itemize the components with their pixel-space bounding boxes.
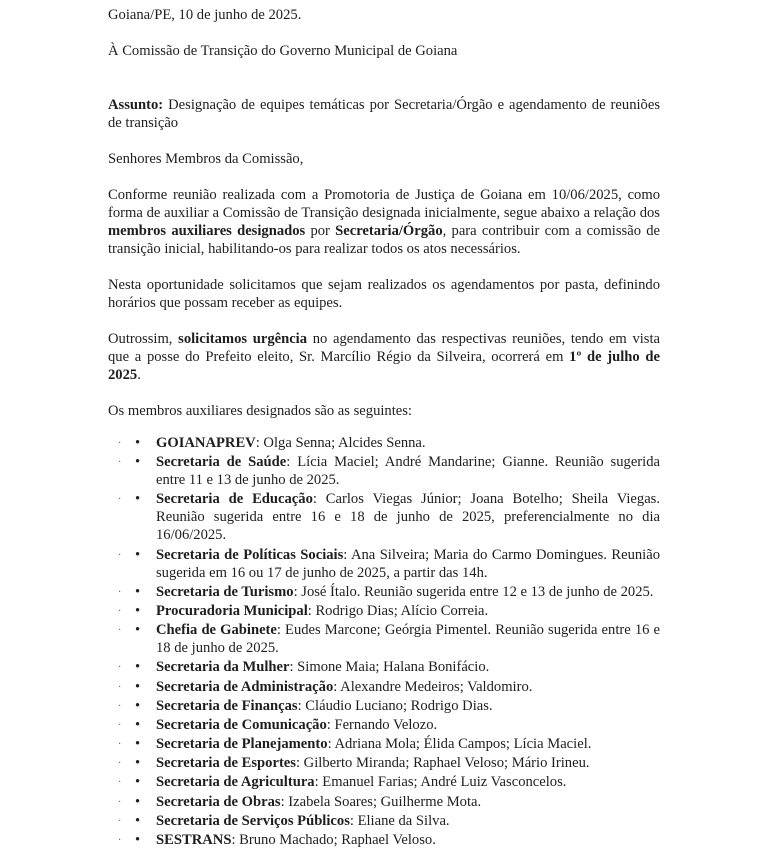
subject-label: Assunto: (108, 97, 164, 113)
bullet-icon: • (135, 435, 141, 451)
subject-line (108, 96, 660, 132)
bullet-icon: • (135, 716, 141, 733)
member-list-item (108, 697, 660, 715)
bullet-icon: • (135, 454, 141, 471)
member-list-item (108, 812, 660, 830)
scan-artifact-dot: · (118, 700, 122, 712)
recipient-line: À Comissão de Transição do Governo Municipal de Goiana (108, 43, 458, 59)
member-names: : Simone Maia; Halana Bonifácio. (289, 659, 490, 676)
member-list-item (108, 453, 660, 489)
member-org: Secretaria de Turismo (156, 583, 294, 600)
bullet-icon: • (135, 678, 141, 695)
bullet-icon: • (135, 774, 141, 791)
member-list-item (108, 658, 660, 676)
scan-artifact-dot: · (118, 549, 122, 561)
member-list-item (108, 490, 660, 544)
member-list-item (108, 754, 660, 772)
member-org: Secretaria de Administração (156, 678, 334, 695)
member-names: : Fernando Velozo. (326, 716, 438, 733)
member-org: Secretaria da Mulher (156, 659, 290, 676)
member-org: SESTRANS (156, 832, 232, 848)
member-list-item (108, 621, 660, 657)
member-org: Secretaria de Educação (156, 491, 313, 508)
bullet-icon: • (135, 583, 141, 600)
member-org: Chefia de Gabinete (156, 622, 277, 639)
scan-artifact-dot: · (118, 662, 122, 674)
member-org: Secretaria de Serviços Públicos (156, 812, 350, 829)
place-date: Goiana/PE, 10 de junho de 2025. (108, 7, 302, 23)
member-list-item (108, 434, 660, 452)
scan-artifact-dot: · (118, 777, 122, 789)
member-names: : Rodrigo Dias; Alício Correia. (307, 602, 489, 619)
bullet-icon: • (135, 546, 141, 563)
member-names: : Lícia Maciel; André Mandarine; Gianne. Reunião sugerida entre 11 e 13 de junho de 2025. (156, 454, 660, 489)
member-names: : Bruno Machado; Raphael Veloso. (231, 832, 436, 848)
bullet-icon: • (135, 622, 141, 639)
salutation: Senhores Membros da Comissão, (108, 151, 304, 167)
member-list-item (108, 678, 660, 696)
bullet-icon: • (135, 812, 141, 829)
bullet-icon: • (135, 602, 141, 619)
member-names: : Cláudio Luciano; Rodrigo Dias. (297, 697, 493, 714)
member-org: Secretaria de Agricultura (156, 774, 315, 791)
scan-artifact-dot: · (118, 605, 122, 617)
bullet-icon: • (135, 755, 141, 772)
member-org: Secretaria de Planejamento (156, 736, 328, 753)
bullet-icon: • (135, 697, 141, 714)
member-names: : Alexandre Medeiros; Valdomiro. (333, 678, 533, 695)
paragraph-2: Nesta oportunidade solicitamos que sejam realizados os agendamentos por pasta, definindo horários que possam receber as equipes. (108, 277, 660, 311)
bullet-icon: • (135, 832, 141, 848)
scan-artifact-dot: · (118, 586, 122, 598)
bold-posse-date: 1º de julho de 2025 (108, 349, 660, 383)
scan-artifact-dot: · (118, 719, 122, 731)
members-intro: Os membros auxiliares designados são as seguintes: (108, 403, 412, 419)
scan-artifact-dot: · (118, 438, 122, 449)
member-names: : Izabela Soares; Guilherme Mota. (280, 793, 482, 810)
scan-artifact-dot: · (118, 457, 122, 469)
member-list-item (108, 773, 660, 791)
paragraph-1: Conforme reunião realizada com a Promotoria de Justiça de Goiana em 10/06/2025, como forma de auxiliar a Comissão de Transição designada inicialmente, segue abaixo a relação dos membros auxiliares designados por Secretaria/Órgão, para contribuir com a comissão de transição inicial, habilitando-os para realizar todos os atos necessários. (108, 187, 660, 257)
member-list-item (108, 793, 660, 811)
paragraph-3: Outrossim, solicitamos urgência no agendamento das respectivas reuniões, tendo em vista que a posse do Prefeito eleito, Sr. Marcílio Régio da Silveira, ocorrerá em 1º de julho de 2025. (108, 331, 661, 383)
scan-artifact-dot: · (118, 815, 122, 827)
member-names: : Adriana Mola; Élida Campos; Lícia Maciel. (327, 736, 592, 753)
member-org: Secretaria de Finanças (156, 697, 298, 714)
member-org: Procuradoria Municipal (156, 602, 308, 619)
member-names: : Eliane da Silva. (349, 812, 450, 829)
member-names: : Eudes Marcone; Geórgia Pimentel. Reunião sugerida entre 16 e 18 de junho de 2025. (156, 622, 660, 657)
member-org: Secretaria de Obras (156, 793, 281, 810)
scan-artifact-dot: · (118, 835, 122, 846)
member-list-item (108, 716, 660, 734)
member-names: : José Ítalo. Reunião sugerida entre 12 e 13 de junho de 2025. (293, 583, 654, 600)
member-org: Secretaria de Comunicação (156, 716, 327, 733)
bullet-icon: • (135, 491, 141, 508)
bold-urgencia: solicitamos urgência (178, 331, 308, 347)
member-names: : Gilberto Miranda; Raphael Veloso; Mário Irineu. (295, 755, 590, 772)
bullet-icon: • (135, 659, 141, 676)
member-names: : Emanuel Farias; André Luiz Vasconcelos. (314, 774, 567, 791)
bold-members: membros auxiliares designados (108, 223, 306, 239)
scan-artifact-dot: · (118, 681, 122, 693)
member-list-item (108, 735, 660, 753)
scan-artifact-dot: · (118, 758, 122, 770)
bullet-icon: • (135, 736, 141, 753)
scan-artifact-dot: · (118, 739, 122, 751)
members-list (108, 434, 668, 850)
member-list-item (108, 831, 660, 849)
bullet-icon: • (135, 793, 141, 810)
member-list-item (108, 583, 660, 601)
member-org: Secretaria de Políticas Sociais (156, 546, 344, 563)
member-names: : Ana Silveira; Maria do Carmo Domingues. Reunião sugerida em 16 ou 17 de junho de 2025, a partir das 14h. (156, 546, 660, 581)
scan-artifact-dot: · (118, 625, 122, 637)
member-list-item (108, 546, 660, 582)
member-org: Secretaria de Esportes (156, 755, 296, 772)
member-list-item (108, 602, 660, 620)
member-names: : Olga Senna; Alcides Senna. (255, 435, 426, 451)
member-org: Secretaria de Saúde (156, 454, 287, 471)
subject-text: Designação de equipes temáticas por Secretaria/Órgão e agendamento de reuniões de transição (108, 97, 660, 131)
scan-artifact-dot: · (118, 796, 122, 808)
bold-secretaria: Secretaria/Órgão (335, 223, 443, 239)
member-org: GOIANAPREV (156, 435, 256, 451)
member-names: : Carlos Viegas Júnior; Joana Botelho; Sheila Viegas. Reunião sugerida entre 16 e 18 de junho de 2025, preferencialmente no dia 16/06/2025. (156, 491, 661, 544)
scan-artifact-dot: · (118, 494, 122, 506)
